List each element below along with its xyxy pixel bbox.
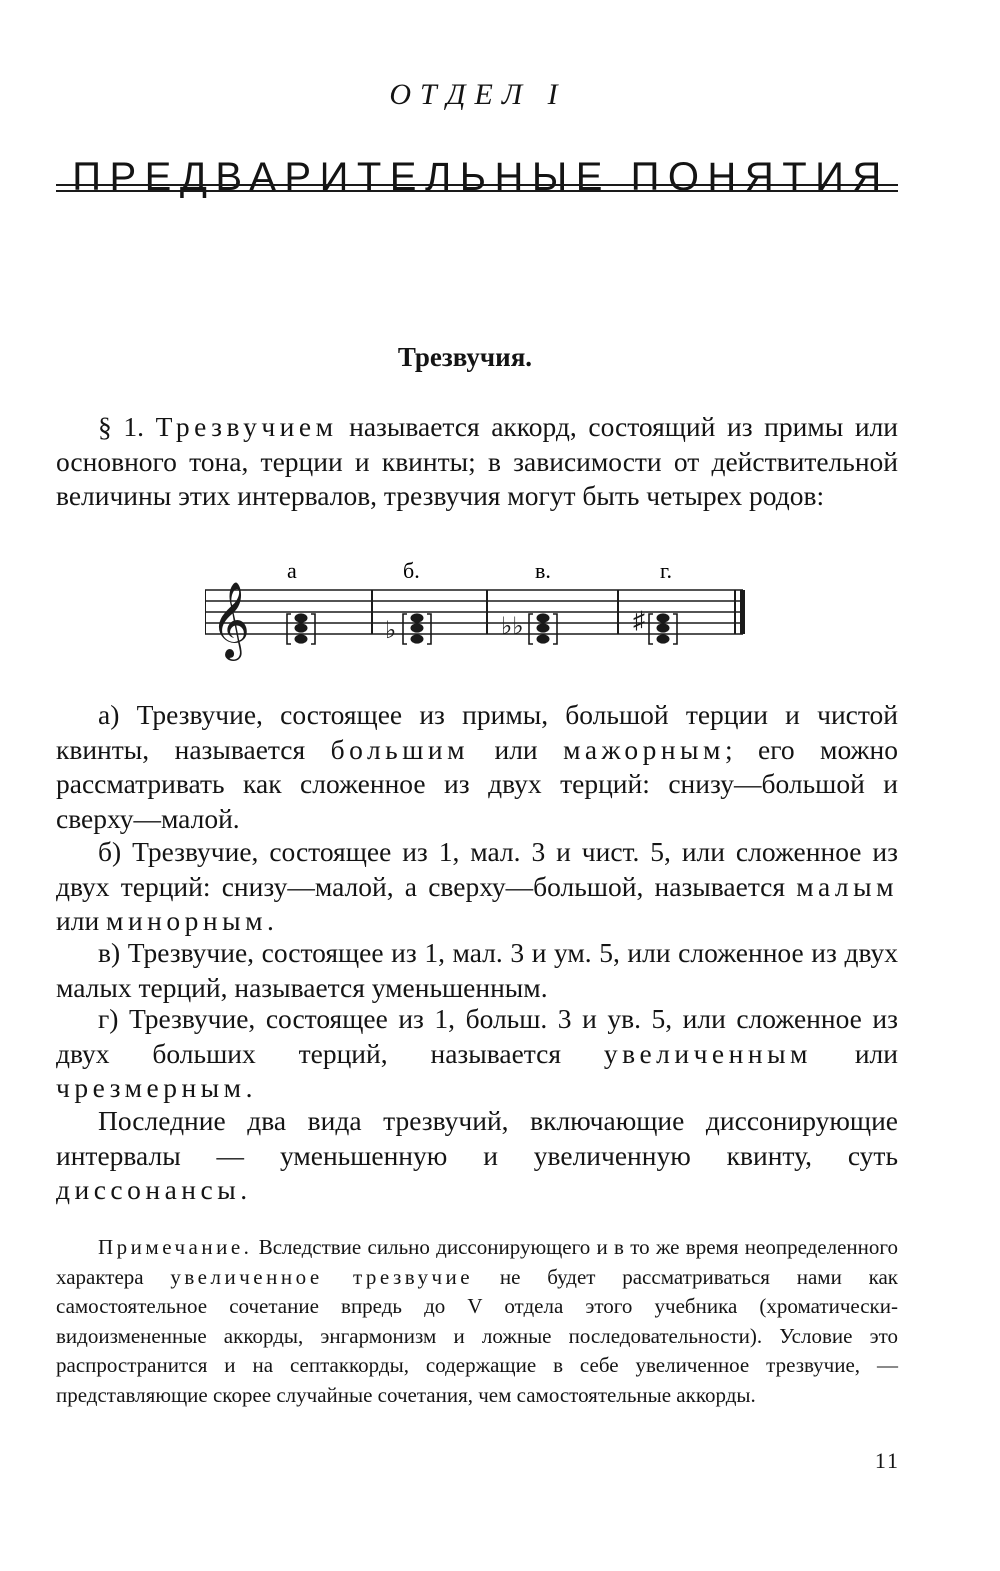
paragraph-a bbox=[56, 698, 898, 836]
paragraph-dissonances-end: . bbox=[240, 1174, 248, 1205]
note-text-1: Вследствие сильно диссонирующего и в то же время неопределенного характера bbox=[56, 1235, 898, 1289]
chord-v bbox=[501, 613, 557, 644]
flat-accidental: ♭ bbox=[385, 618, 397, 644]
paragraph-v-text: в) Трезвучие, состоящее из 1, мал. 3 и ум. 5, или сложенное из двух малых терций, называется уменьшенным. bbox=[56, 937, 898, 1003]
paragraph-b bbox=[56, 835, 898, 939]
paragraph-a-text-3: ; его можно рассматривать как сложенное из двух терций: снизу—большой и сверху—малой. bbox=[56, 733, 898, 834]
paragraph-dissonances-text: Последние два вида трезвучий, включающие диссонирующие интервалы — уменьшенную и увеличенную квинту, суть bbox=[56, 1105, 898, 1171]
paragraph-number: § 1. bbox=[98, 411, 144, 442]
note-text-2: не будет рассматриваться нами как самостоятельное сочетание впредь до V отдела этого учебника (хроматически-видоизмененные аккорды, энгармонизм и ложные последовательности). Условие это распространится и на септаккорды, содержащие в себе увеличенное трезвучие, — представляющие скорее случайные сочетания, чем самостоятельные аккорды. bbox=[56, 1264, 898, 1407]
chord-a bbox=[287, 613, 315, 644]
paragraph-g-text-1: г) Трезвучие, состоящее из 1, больш. 3 и ув. 5, или сложенное из двух больших терций, называется bbox=[56, 1003, 898, 1069]
term-minor: малым bbox=[796, 870, 898, 902]
label-v: в. bbox=[535, 560, 551, 583]
paragraph-a-text-1: а) Трезвучие, состоящее из примы, большой терции и чистой квинты, называется bbox=[56, 699, 898, 765]
paragraph-g bbox=[56, 1002, 898, 1106]
chord-g bbox=[633, 608, 677, 644]
label-a: а bbox=[287, 560, 297, 583]
label-b: б. bbox=[403, 560, 420, 583]
paragraph-g-text-2: или bbox=[811, 1037, 898, 1069]
paragraph-v bbox=[56, 936, 898, 1005]
final-barline-thick bbox=[740, 590, 745, 634]
term-dissonances: диссонансы bbox=[56, 1174, 241, 1205]
chord-b bbox=[385, 613, 431, 644]
term-major: большим bbox=[330, 733, 470, 765]
page-number: 11 bbox=[874, 1448, 900, 1473]
term-excessive: чрезмерным bbox=[56, 1072, 246, 1103]
paragraph-b-text-2: или bbox=[56, 905, 107, 936]
term-augmented: увеличенным bbox=[603, 1037, 812, 1069]
sharp-accidental: ♯ bbox=[633, 608, 645, 634]
paragraph-a-text-2: или bbox=[469, 733, 564, 765]
term-triad: Трезвучием bbox=[155, 411, 338, 442]
note-label: Примечание. bbox=[98, 1235, 253, 1259]
label-g: г. bbox=[660, 560, 673, 583]
paragraph-intro bbox=[56, 410, 898, 514]
term-minor-2: минорным bbox=[106, 905, 267, 936]
title-rule-bottom bbox=[56, 190, 898, 192]
section-label: ОТДЕЛ I bbox=[389, 78, 567, 111]
footnote bbox=[56, 1233, 898, 1410]
paragraph-b-text-3: . bbox=[266, 905, 274, 936]
paragraph-b-text-1: б) Трезвучие, состоящее из 1, мал. 3 и чист. 5, или сложенное из двух терций: снизу—малой, а сверху—большой, называется bbox=[56, 836, 898, 902]
double-flat-accidental: ♭♭ bbox=[501, 614, 524, 640]
title-rule-top bbox=[56, 184, 898, 186]
paragraph-g-text-3: . bbox=[245, 1072, 253, 1103]
term-major-2: мажорным bbox=[563, 733, 725, 765]
intro-text: называется аккорд, состоящий из примы или основного тона, терции и квинты; в зависимости от действительной величины этих интервалов, трезвучия могут быть четырех родов: bbox=[56, 411, 899, 511]
treble-clef-icon: 𝄞 bbox=[211, 584, 251, 657]
paragraph-dissonances bbox=[56, 1104, 898, 1208]
musical-example bbox=[205, 560, 755, 670]
subheading: Трезвучия. bbox=[397, 342, 533, 372]
note-term: увеличенное трезвучие bbox=[170, 1264, 474, 1289]
section-title: ПРЕДВАРИТЕЛЬНЫЕ ПОНЯТИЯ bbox=[72, 154, 890, 199]
